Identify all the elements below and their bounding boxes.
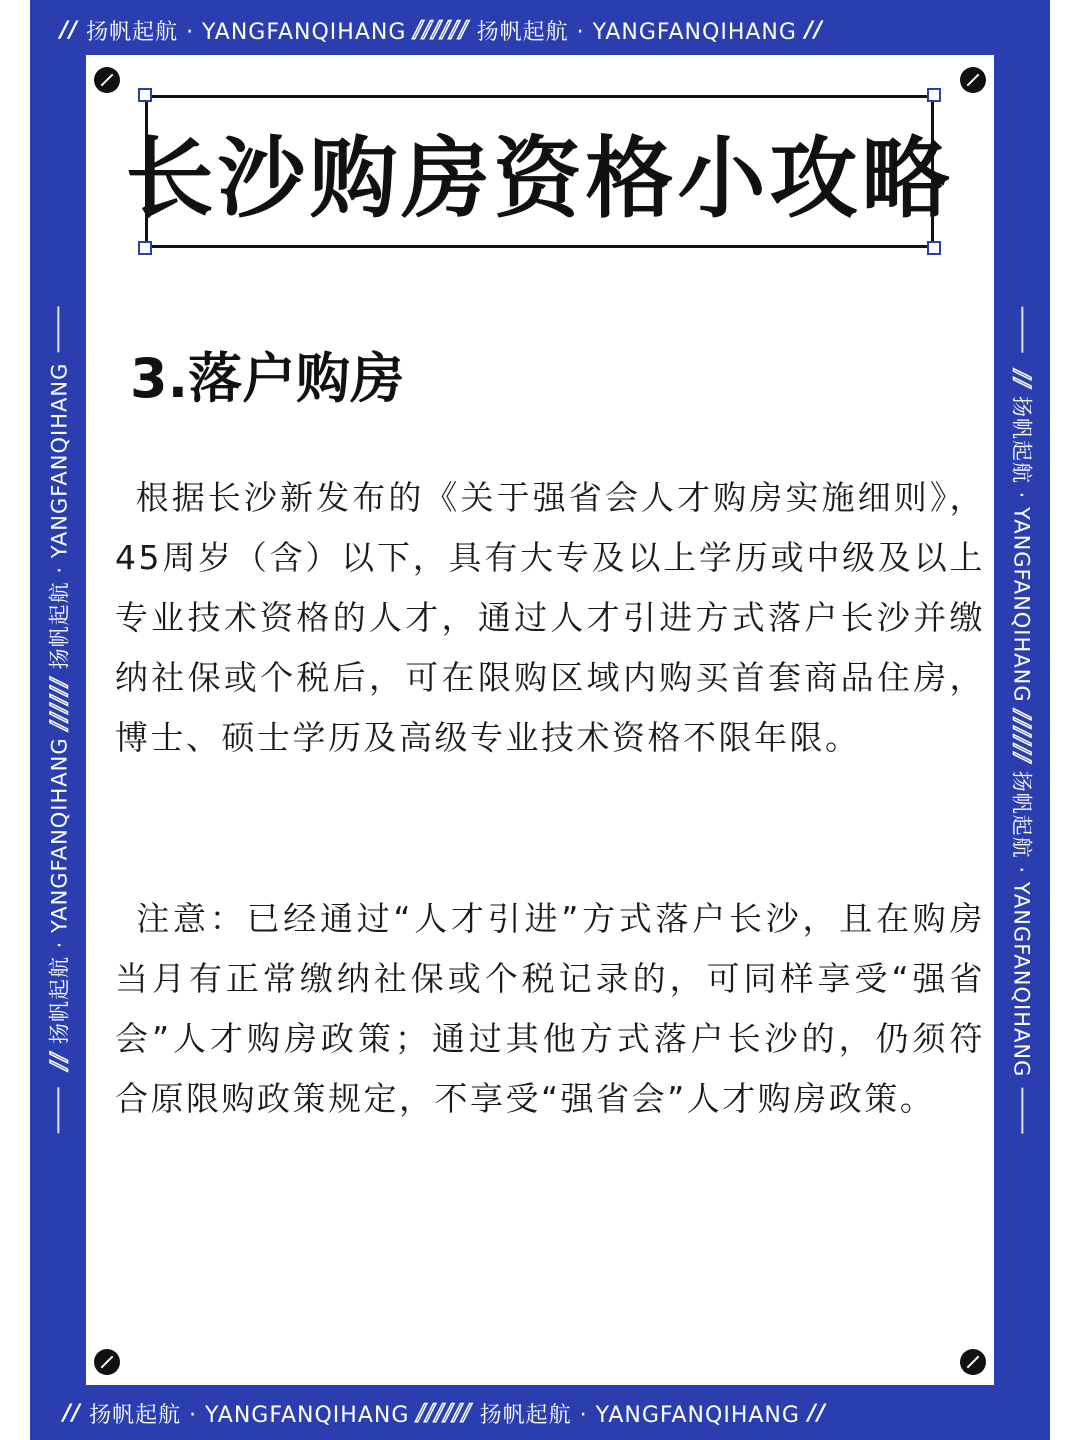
right-brand-band xyxy=(994,55,1050,1385)
square-handle-icon xyxy=(927,241,941,255)
circle-slash-icon xyxy=(960,67,986,93)
slash-decoration: ////// xyxy=(417,1400,472,1426)
paragraph-text: 根据长沙新发布的《关于强省会人才购房实施细则》，45周岁（含）以下，具有大专及以上学历或中级及以上专业技术资格的人才，通过人才引进方式落户长沙并缴纳社保或个税后，可在限购区域内购买首套商品住房，博士、硕士学历及高级专业技术资格不限年限。 xyxy=(115,478,985,757)
slash-decoration: // xyxy=(60,17,79,43)
brand-text: 扬帆起航 · YANGFANQIHANG xyxy=(86,19,407,45)
brand-text: 扬帆起航 · YANGFANQIHANG xyxy=(479,1402,800,1428)
brand-text: 扬帆起航 · YANGFANQIHANG xyxy=(47,362,71,670)
circle-slash-icon xyxy=(960,1349,986,1375)
divider-line xyxy=(1021,307,1023,353)
slash-decoration: // xyxy=(804,17,823,43)
slash-decoration: ////// xyxy=(414,17,469,43)
slash-decoration: ////// xyxy=(1010,710,1034,763)
left-brand-band xyxy=(30,55,86,1385)
page-title: 长沙购房资格小攻略 xyxy=(125,126,954,230)
paragraph-note xyxy=(115,889,985,1129)
paragraph-text: 注意：已经通过“人才引进”方式落户长沙，且在购房当月有正常缴纳社保或个税记录的，可同样享受“强省会”人才购房政策；通过其他方式落户长沙的，仍须符合原限购政策规定，不享受“强省会”人才购房政策。 xyxy=(115,899,985,1118)
brand-text: 扬帆起航 · YANGFANQIHANG xyxy=(89,1402,410,1428)
brand-text: 扬帆起航 · YANGFANQIHANG xyxy=(1009,770,1033,1078)
circle-slash-icon xyxy=(94,1349,120,1375)
paragraph-policy xyxy=(115,468,985,768)
square-handle-icon xyxy=(927,88,941,102)
square-handle-icon xyxy=(138,241,152,255)
title-box xyxy=(125,95,954,248)
slash-decoration: // xyxy=(63,1400,82,1426)
top-brand-band xyxy=(52,10,831,50)
slash-decoration: // xyxy=(1010,370,1034,388)
brand-text: 扬帆起航 · YANGFANQIHANG xyxy=(476,19,797,45)
slash-decoration: ////// xyxy=(46,677,70,730)
divider-line xyxy=(57,1087,59,1133)
divider-line xyxy=(1021,1087,1023,1133)
divider-line xyxy=(57,307,59,353)
slash-decoration: // xyxy=(46,1052,70,1070)
bottom-brand-band xyxy=(55,1393,834,1433)
brand-text: 扬帆起航 · YANGFANQIHANG xyxy=(1009,395,1033,703)
circle-slash-icon xyxy=(94,67,120,93)
slash-decoration: // xyxy=(807,1400,826,1426)
square-handle-icon xyxy=(138,88,152,102)
section-heading: 3.落户购房 xyxy=(130,347,405,410)
brand-text: 扬帆起航 · YANGFANQIHANG xyxy=(47,737,71,1045)
